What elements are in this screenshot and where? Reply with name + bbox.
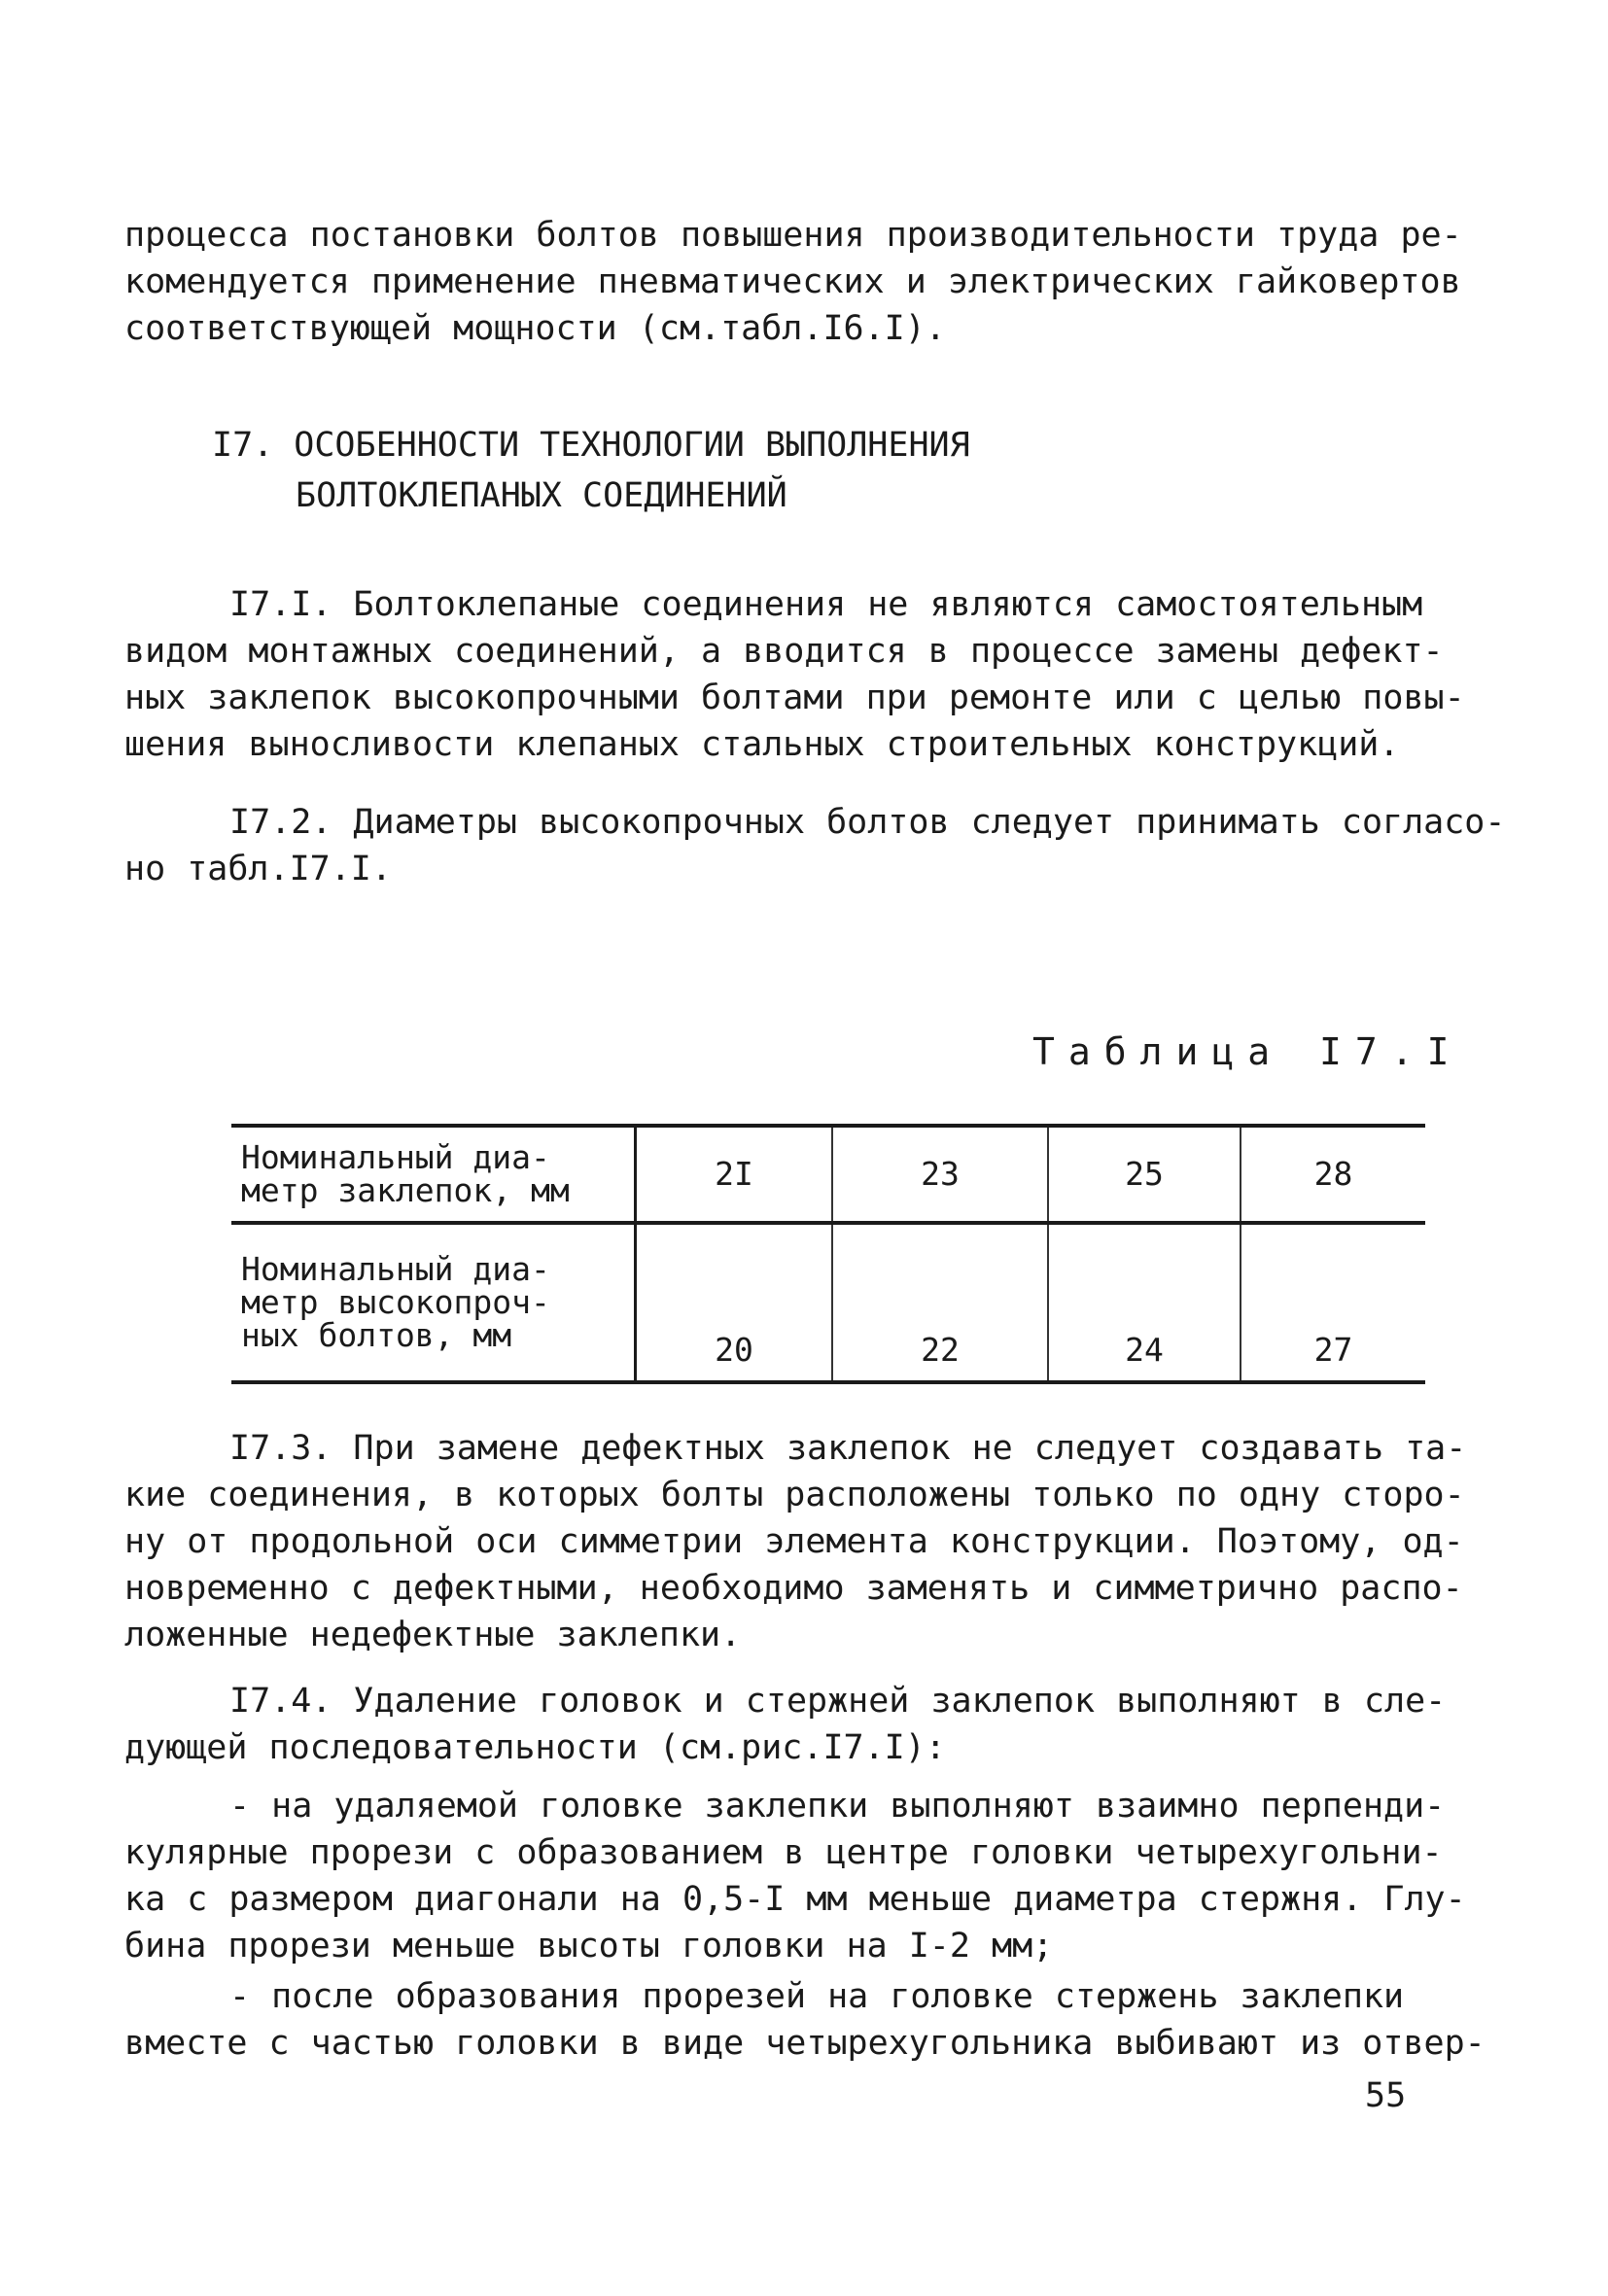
section-heading: [212, 420, 970, 521]
table-cell: 22: [832, 1223, 1048, 1382]
text-line: ных заклепок высокопрочными болтами при ремонте или с целью повы-: [124, 678, 1465, 717]
text-line: I7.4. Удаление головок и стержней заклепок выполняют в сле-: [229, 1682, 1447, 1721]
table-cell: 20: [636, 1223, 833, 1382]
row-header-rivet-diameter: [231, 1126, 636, 1223]
paragraph-intro: [124, 212, 1462, 352]
table-cell: 25: [1048, 1126, 1241, 1223]
table-cell: 24: [1048, 1223, 1241, 1382]
diameter-table: [231, 1124, 1425, 1384]
text-line: бина прорези меньше высоты головки на I-2 мм;: [124, 1927, 1054, 1966]
text-line: соответствующей мощности (см.табл.I6.I).: [124, 309, 946, 348]
heading-line: БОЛТОКЛЕПАНЫХ СОЕДИНЕНИЙ: [296, 476, 787, 515]
text-line: ка с размером диагонали на 0,5-I мм меньше диаметра стержня. Глу-: [124, 1880, 1466, 1919]
list-item: [124, 1783, 1466, 1969]
text-line: кие соединения, в которых болты расположены только по одну сторо-: [124, 1476, 1465, 1514]
header-line: ных болтов, мм: [241, 1316, 512, 1354]
table-caption: Таблица I7.I: [1032, 1030, 1463, 1073]
text-line: новременно с дефектными, необходимо заменять и симметрично распо-: [124, 1569, 1463, 1608]
header-line: метр заклепок, мм: [241, 1171, 570, 1209]
text-line: - на удаляемой головке заклепки выполняют взаимно перпенди-: [229, 1787, 1446, 1826]
heading-line: I7. ОСОБЕННОСТИ ТЕХНОЛОГИИ ВЫПОЛНЕНИЯ: [212, 426, 970, 465]
text-line: ложенные недефектные заклепки.: [124, 1616, 742, 1654]
header-line: Номинальный диа-: [241, 1138, 550, 1176]
text-line: процесса постановки болтов повышения производительности труда ре-: [124, 216, 1462, 255]
text-line: но табл.I7.I.: [124, 850, 392, 888]
text-line: I7.3. При замене дефектных заклепок не следует создавать та-: [229, 1429, 1467, 1468]
page-number: 55: [1365, 2076, 1407, 2115]
paragraph-17-2: [124, 799, 1506, 892]
header-line: Номинальный диа-: [241, 1250, 550, 1288]
text-line: комендуется применение пневматических и электрических гайковертов: [124, 262, 1461, 301]
list-item: [124, 1973, 1486, 2067]
table-cell: 2I: [636, 1126, 833, 1223]
text-line: - после образования прорезей на головке стержень заклепки: [229, 1977, 1405, 2016]
text-line: вместе с частью головки в виде четырехугольника выбивают из отвер-: [124, 2024, 1486, 2063]
table-cell: 28: [1241, 1126, 1425, 1223]
text-line: дующей последовательности (см.рис.I7.I):: [124, 1728, 946, 1767]
table-cell: 27: [1241, 1223, 1425, 1382]
table-row: [231, 1126, 1425, 1223]
paragraph-17-1: [124, 581, 1465, 768]
table-row: [231, 1223, 1425, 1382]
paragraph-17-4: [124, 1678, 1458, 1771]
header-line: метр высокопроч-: [241, 1283, 550, 1321]
table-cell: 23: [832, 1126, 1048, 1223]
text-line: I7.I. Болтоклепаные соединения не являются самостоятельным: [229, 585, 1423, 624]
text-line: видом монтажных соединений, а вводится в процессе замены дефект-: [124, 632, 1444, 671]
text-line: ну от продольной оси симметрии элемента конструкции. Поэтому, од-: [124, 1522, 1464, 1561]
text-line: кулярные прорези с образованием в центре головки четырехугольни-: [124, 1833, 1443, 1872]
row-header-bolt-diameter: [231, 1223, 636, 1382]
text-line: шения выносливости клепаных стальных строительных конструкций.: [124, 725, 1400, 764]
paragraph-17-3: [124, 1425, 1467, 1658]
text-line: I7.2. Диаметры высокопрочных болтов следует принимать согласо-: [229, 803, 1506, 842]
